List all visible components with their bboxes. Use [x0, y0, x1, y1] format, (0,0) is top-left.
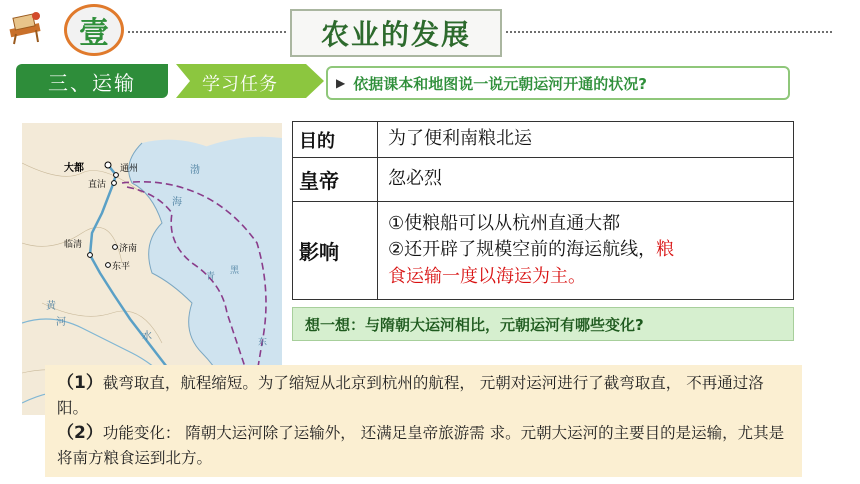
answer-box: [45, 365, 802, 477]
map-label-bo: 渤: [190, 165, 200, 176]
section-number: 壹: [79, 16, 109, 51]
map-label-dongping: 东平: [112, 262, 131, 272]
divider-right: [506, 31, 832, 33]
map-label-shui: 水: [142, 331, 152, 342]
impact-line-2-red: 粮: [656, 239, 675, 261]
row-value-impact: [378, 202, 794, 300]
answer-2-number: （2）: [57, 423, 103, 443]
table-row-purpose: [293, 122, 794, 158]
task-text: 依据课本和地图说一说元朝运河开通的状况?: [353, 74, 647, 93]
impact-line-2: [388, 237, 783, 263]
task-tag-label: 学习任务: [202, 74, 278, 95]
impact-line-2-text: ②还开辟了规模空前的海运航线，: [388, 239, 657, 261]
table-row-impact: [293, 202, 794, 300]
answer-paragraph-1: [57, 371, 790, 421]
table-row-emperor: [293, 158, 794, 202]
task-box: [326, 66, 790, 100]
map-label-hei: 黑: [230, 266, 240, 276]
map-label-huang: 黄: [46, 301, 56, 312]
map-label-he: 河: [56, 317, 66, 328]
map-label-tongzhou: 通州: [120, 164, 139, 174]
answer-2-text: 功能变化： 隋朝大运河除了运输外， 还满足皇帝旅游需 求。元朝大运河的主要目的是运输，尤其是将南方粮食运到北方。: [57, 424, 785, 467]
page-title: 农业的发展: [320, 18, 471, 51]
impact-line-3: 食运输一度以海运为主。: [388, 265, 586, 287]
canal-info-table: [292, 121, 794, 300]
row-key-emperor: 皇帝: [293, 158, 378, 202]
row-key-impact: 影响: [293, 202, 378, 300]
divider-left: [128, 31, 286, 33]
map-label-qing: 青: [206, 272, 216, 282]
map-label-linqing: 临清: [64, 240, 83, 250]
map-label-dong: 东: [258, 338, 268, 348]
page-title-box: [290, 9, 502, 57]
triangle-bullet-icon: ▶: [336, 76, 346, 90]
section-number-badge: [64, 4, 124, 56]
map-label-dadu: 大都: [64, 163, 84, 174]
section-label: 三、运输: [16, 64, 168, 98]
row-value-emperor: 忽必烈: [378, 158, 794, 202]
row-key-purpose: 目的: [293, 122, 378, 158]
answer-1-number: （1）: [57, 373, 103, 393]
task-tag: [176, 64, 324, 98]
think-question: 想一想：与隋朝大运河相比，元朝运河有哪些变化?: [292, 307, 794, 341]
row-value-purpose: 为了便利南粮北运: [378, 122, 794, 158]
map-label-zhigu: 直沽: [88, 180, 107, 190]
answer-1-text: 截弯取直，航程缩短。为了缩短从北京到杭州的航程， 元朝对运河进行了截弯取直， 不再通过洛阳。: [57, 374, 764, 417]
impact-line-1: ①使粮船可以从杭州直通大都: [388, 213, 621, 235]
answer-paragraph-2: [57, 421, 790, 471]
map-label-jinan: 济南: [119, 244, 138, 254]
map-label-hai: 海: [172, 197, 182, 208]
logo-icon: [6, 8, 46, 48]
